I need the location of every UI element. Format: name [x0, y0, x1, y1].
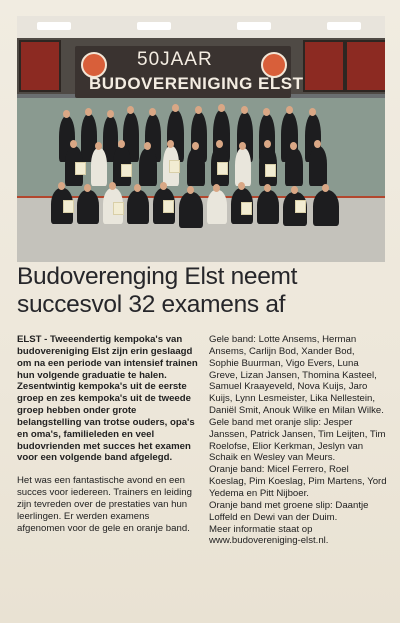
- list-oranje-band: Oranje band: Micel Ferrero, Roel Koeslag, Pim Koeslag, Pim Martens, Yord Yedema en Pitt Nijboer.: [209, 464, 387, 499]
- ceiling-light: [37, 22, 71, 30]
- ceiling-light: [137, 22, 171, 30]
- article-column-left: [17, 334, 199, 535]
- article-lead: ELST - Tweeendertig kempoka's van budovereniging Elst zijn erin geslaagd om na een periode van intensief trainen hun volgende graduatie te halen. Zesentwintig kempoka's uit de eerste groep en zes kempoka's uit de tweede groep hebben onder grote belangstelling van trotse ouders, opa's en oma's, familieleden en veel budovrienden met succes het examen voor een volgende band afgelegd.: [17, 334, 198, 464]
- list-gele-band-oranje-slip: Gele band met oranje slip: Jesper Janssen, Patrick Jansen, Tim Leijten, Tim Roelofse, Elior Kerkman, Jeslyn van Schaik en Wesley van Meurs.: [209, 416, 386, 464]
- article-headline: [17, 263, 387, 319]
- list-oranje-band-groene-slip: Oranje band met groene slip: Daantje Loffeld en Dewi van der Duim.: [209, 499, 369, 523]
- headline-line-2: succesvol 32 examens af: [17, 291, 286, 318]
- list-gele-band: Gele band: Lotte Ansems, Herman Ansems, Carlijn Bod, Xander Bod, Sophie Buurman, Vigo Evers, Luna Greve, Lizan Jansen, Thomina Kasteel, Samuel Kraayeveld, Nova Kuijs, Jaro Kuijs, Lynn Lesmeister, Lika Nellestein, Daniël Smit, Anouk Wilke en Milan Wilke.: [209, 334, 384, 417]
- headline-line-1: Budoverenging Elst neemt: [17, 263, 298, 290]
- article-paragraph: Het was een fantastische avond en een succes voor iedereen. Trainers en leiding zijn tevreden over de prestaties van hun leerlingen. Er werden examens afgenomen voor de gele en oranje band.: [17, 475, 192, 534]
- group-of-students: [51, 106, 351, 236]
- window: [303, 40, 345, 92]
- article-column-right: [209, 334, 387, 547]
- group-photo: [17, 16, 385, 262]
- ceiling-light: [327, 22, 361, 30]
- website-link[interactable]: www.budovereniging-elst.nl.: [209, 535, 329, 547]
- banner-text-club: BUDOVERENIGING ELST: [89, 74, 304, 93]
- banner-text-years: 50JAAR: [137, 49, 213, 70]
- more-info-text: Meer informatie staat op: [209, 523, 313, 535]
- ceiling-light: [237, 22, 271, 30]
- window: [345, 40, 385, 92]
- window: [19, 40, 61, 92]
